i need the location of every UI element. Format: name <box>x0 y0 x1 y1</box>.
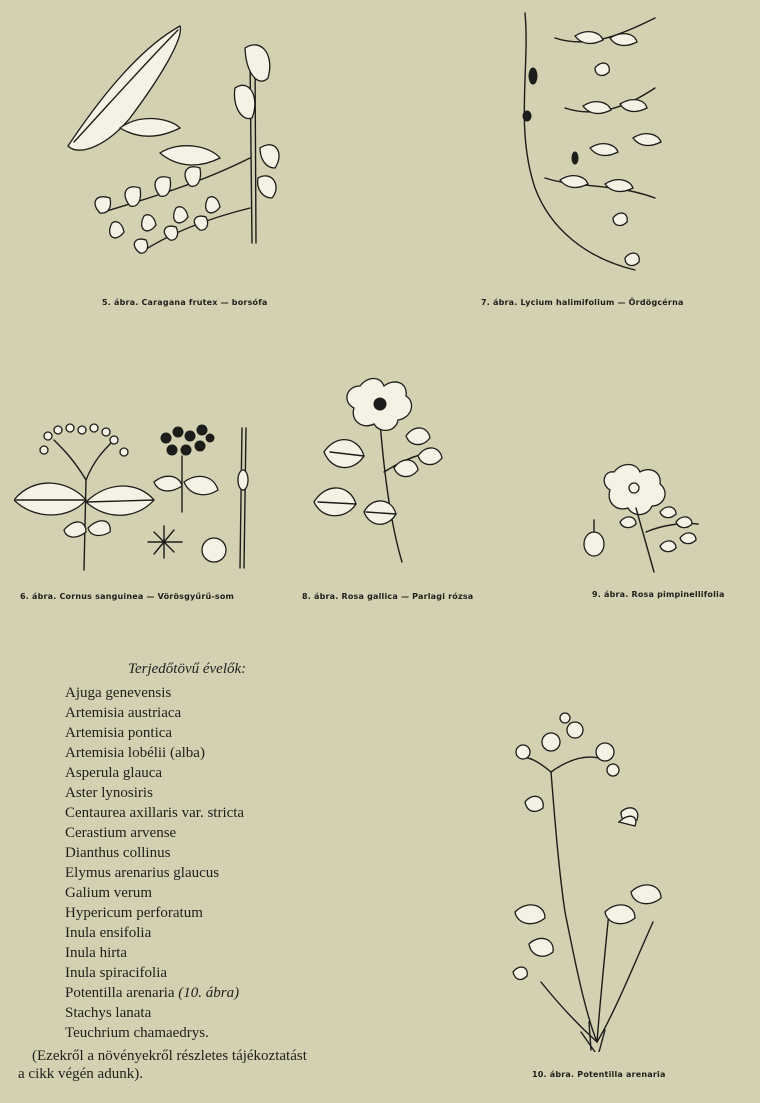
figure-potentilla <box>505 712 675 1052</box>
figure-9-caption: 9. ábra. Rosa pimpinellifolia <box>592 590 725 599</box>
list-item: Artemisia pontica <box>65 725 173 741</box>
figure-rosa-gallica <box>310 372 445 564</box>
list-item: Asperula glauca <box>65 765 163 781</box>
figure-7-caption: 7. ábra. Lycium halimifolium — Ördögcérna <box>481 298 684 307</box>
figure-8-caption: 8. ábra. Rosa gallica — Parlagi rózsa <box>302 592 474 601</box>
list-item: Teuchrium chamaedrys. <box>65 1025 209 1041</box>
cornus-illustration <box>14 420 259 572</box>
list-item: Artemisia austriaca <box>65 705 182 721</box>
list-item: Cerastium arvense <box>65 825 177 841</box>
list-item: Dianthus collinus <box>65 845 171 861</box>
list-item: Inula spiracifolia <box>65 965 168 981</box>
footnote-line: (Ezekről a növényekről részletes tájékoztatást <box>32 1048 307 1064</box>
figure-lycium <box>505 8 665 276</box>
figure-cornus <box>14 420 259 572</box>
list-item: Centaurea axillaris var. stricta <box>65 805 245 821</box>
list-item: Hypericum perforatum <box>65 905 203 921</box>
caragana-illustration <box>60 18 290 280</box>
list-item: Galium verum <box>65 885 153 901</box>
list-item: Artemisia lobélii (alba) <box>65 745 205 761</box>
rosa-gallica-illustration <box>310 372 445 564</box>
list-item: Inula hirta <box>65 945 128 961</box>
footnote-line: a cikk végén adunk). <box>18 1066 143 1082</box>
figure-5-caption: 5. ábra. Caragana frutex — borsófa <box>102 298 268 307</box>
list-item: Ajuga genevensis <box>65 685 172 701</box>
rosa-pimpinellifolia-illustration <box>580 462 710 574</box>
list-item-name: Potentilla arenaria <box>65 985 175 1001</box>
potentilla-illustration <box>505 712 675 1052</box>
figure-rosa-pimpinellifolia <box>580 462 710 574</box>
plant-list <box>65 683 244 1043</box>
list-item <box>65 983 244 1003</box>
list-item: Aster lynosiris <box>65 785 153 801</box>
footnote <box>18 1047 398 1083</box>
list-item: Elymus arenarius glaucus <box>65 865 220 881</box>
section-heading: Terjedőtövű évelők: <box>128 661 247 677</box>
list-item: Stachys lanata <box>65 1005 152 1021</box>
figure-6-caption: 6. ábra. Cornus sanguinea — Vörösgyűrű-som <box>20 592 235 601</box>
figure-reference: (10. ábra) <box>178 985 240 1001</box>
lycium-illustration <box>505 8 665 276</box>
list-item: Inula ensifolia <box>65 925 152 941</box>
figure-10-caption: 10. ábra. Potentilla arenaria <box>532 1070 666 1079</box>
figure-caragana <box>60 18 290 280</box>
